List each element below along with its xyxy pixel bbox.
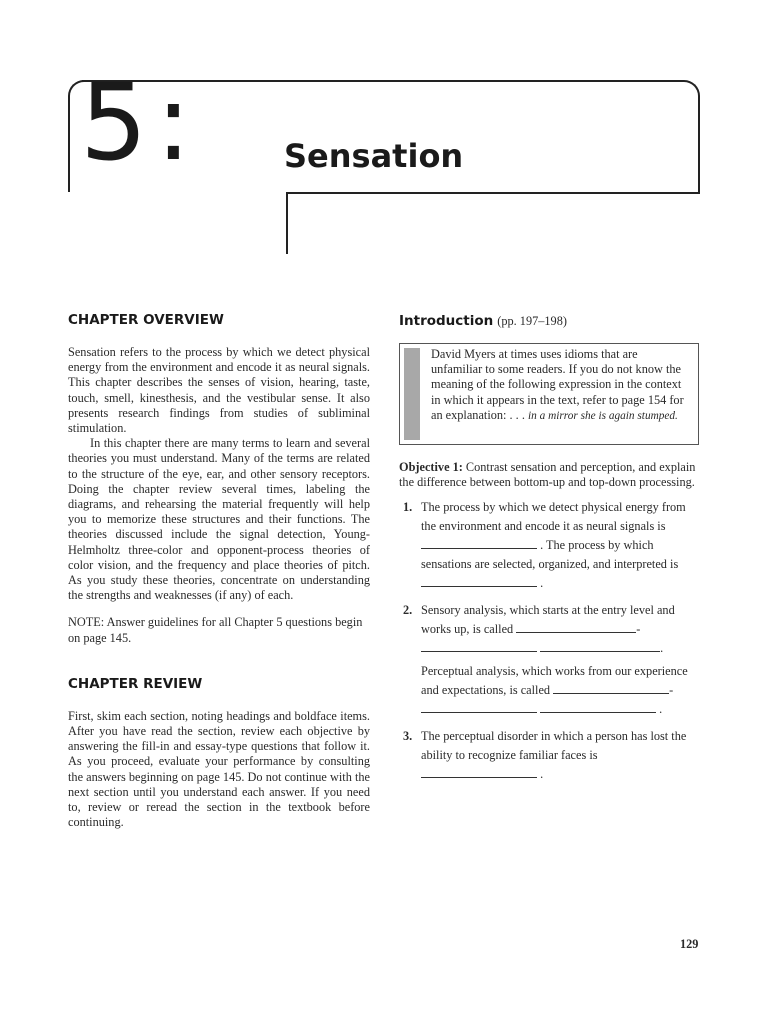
answer-blank[interactable] — [540, 700, 656, 713]
hyphen: - — [636, 622, 641, 637]
introduction-heading-line — [399, 312, 699, 330]
question-text: The perceptual disorder in which a person has lost the ability to recognize familiar faces is — [421, 729, 687, 763]
question-text: . — [540, 767, 544, 782]
answer-blank[interactable] — [421, 765, 537, 778]
header-frame-bottom-rule — [286, 192, 700, 194]
introduction-heading: Introduction — [399, 313, 494, 329]
question-subpart — [421, 662, 699, 719]
question-item — [399, 727, 699, 784]
question-text: Sensory analysis, which starts at the entry level and works up, is called — [421, 603, 675, 637]
callout-idiom: in a mirror she is again stumped. — [527, 409, 678, 422]
overview-note: NOTE: Answer guidelines for all Chapter 5 questions begin on page 145. — [68, 615, 363, 645]
overview-heading: CHAPTER OVERVIEW — [68, 312, 224, 328]
answer-blank[interactable] — [540, 639, 660, 652]
overview-paragraph-1: Sensation refers to the process by which we detect physical energy from the environment and encode it as neural signals. This chapter describes the senses of vision, hearing, taste, touch, smell, kinesthesis, and the vestibular sense. It also presents research findings from studies of subliminal stimulation. — [68, 345, 370, 436]
header-frame-vertical-rule — [286, 192, 288, 254]
introduction-pages: (pp. 197–198) — [497, 314, 567, 328]
right-column — [399, 312, 699, 792]
chapter-number: 5: — [80, 61, 200, 184]
answer-blank[interactable] — [516, 620, 636, 633]
answer-blank[interactable] — [553, 681, 669, 694]
answer-blank[interactable] — [421, 639, 537, 652]
page-number: 129 — [680, 937, 699, 951]
objective-text: Contrast sensation and perception, and explain the difference between bottom-up and top-down processing. — [399, 460, 696, 490]
objective-label: Objective 1: — [399, 460, 463, 474]
hyphen: - — [669, 683, 674, 698]
review-heading: CHAPTER REVIEW — [68, 675, 203, 692]
answer-blank[interactable] — [421, 700, 537, 713]
question-text: Perceptual analysis, which works from our experience and expectations, is called — [421, 664, 688, 698]
idiom-callout-box — [399, 343, 699, 445]
callout-bar — [404, 348, 420, 440]
left-column — [68, 312, 370, 830]
answer-blank[interactable] — [421, 574, 537, 587]
question-number: 2. — [403, 603, 413, 618]
question-item — [399, 601, 699, 719]
question-text: . The process by which sensations are selected, organized, and interpreted is — [421, 538, 679, 572]
callout-body: David Myers at times uses idioms that are unfamiliar to some readers. If you do not know the meaning of the following expression in the context in which it appears in the text, refer to page 154 for an explanation: . . . — [431, 347, 684, 422]
objective-1 — [399, 460, 699, 490]
chapter-title: Sensation — [284, 137, 464, 175]
question-number: 3. — [403, 729, 413, 744]
answer-blank[interactable] — [421, 536, 537, 549]
question-text: . — [659, 702, 663, 717]
question-text: . — [540, 576, 544, 591]
review-paragraph: First, skim each section, noting headings and boldface items. After you have read the section, review each objective by answering the fill-in and essay-type questions that follow it. As you proceed, evaluate your performance by consulting the answers beginning on page 145. Do not continue with the next section until you understand each answer. If you need to, review or reread the section in the textbook before continuing. — [68, 708, 370, 830]
callout-text — [431, 347, 691, 424]
overview-paragraph-2: In this chapter there are many terms to learn and several theories you must understand. Many of the terms are related to the structure of the eye, ear, and other sensory receptors. Doing the chapter review several times, labeling the diagrams, and rehearsing the material frequently will help you to memorize these structures and their functions. The theories discussed include the signal detection, Young-Helmholtz three-color and opponent-process theories of color vision, and the frequency and place theories of pitch. As you study these theories, concentrate on understanding the strengths and weaknesses (if any) of each. — [68, 436, 370, 603]
question-text: . — [660, 641, 664, 656]
question-text: The process by which we detect physical energy from the environment and encode it as neural signals is — [421, 500, 686, 534]
question-item — [399, 498, 699, 593]
question-number: 1. — [403, 500, 413, 515]
question-list — [399, 498, 699, 784]
